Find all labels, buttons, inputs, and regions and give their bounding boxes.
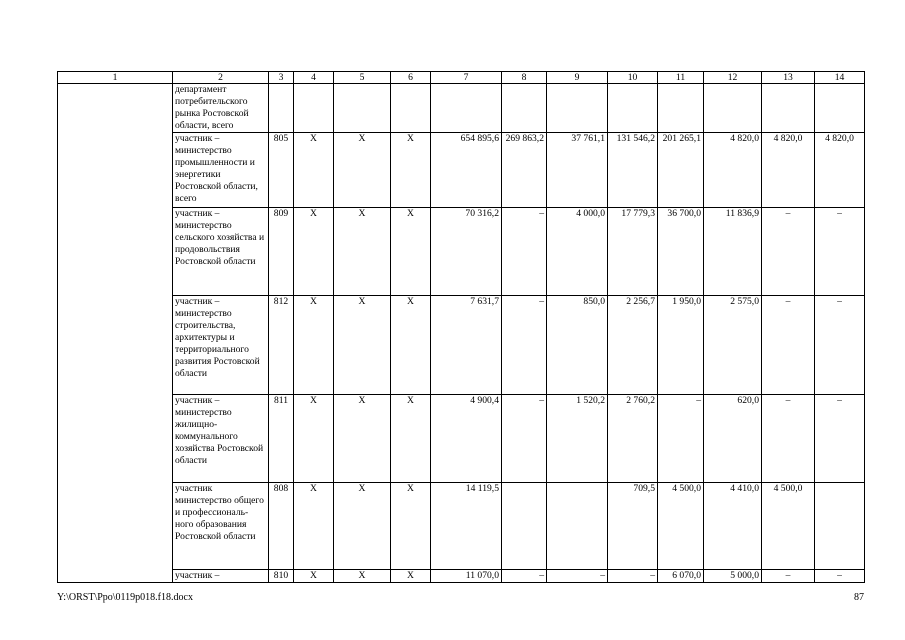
value-cell: Х [294, 133, 334, 208]
value-cell: 2 760,2 [608, 395, 658, 483]
participant-name-cell: участник министерство общего и профессиональ-ного образования Ростовской области [173, 483, 269, 570]
column-header: 1 [58, 72, 173, 84]
value-cell: 131 546,2 [608, 133, 658, 208]
column-header: 9 [547, 72, 608, 84]
value-cell [391, 84, 431, 133]
value-cell: – [815, 296, 865, 395]
value-cell: – [502, 570, 547, 583]
budget-table [57, 71, 865, 583]
value-cell: 2 256,7 [608, 296, 658, 395]
participant-name-cell: департамент потребительского рынка Ростовской области, всего [173, 84, 269, 133]
table-row [58, 84, 865, 133]
column-header: 8 [502, 72, 547, 84]
value-cell [269, 84, 294, 133]
value-cell: 4 000,0 [547, 208, 608, 296]
value-cell: 709,5 [608, 483, 658, 570]
table-row [58, 483, 865, 570]
value-cell: – [502, 296, 547, 395]
value-cell: 6 070,0 [658, 570, 704, 583]
value-cell: Х [391, 483, 431, 570]
value-cell: – [815, 395, 865, 483]
value-cell: 1 520,2 [547, 395, 608, 483]
value-cell: Х [334, 483, 391, 570]
participant-name-cell: участник – [173, 570, 269, 583]
value-cell [658, 84, 704, 133]
value-cell [815, 84, 865, 133]
value-cell: 809 [269, 208, 294, 296]
value-cell: – [815, 208, 865, 296]
value-cell: 269 863,2 [502, 133, 547, 208]
value-cell: 654 895,6 [431, 133, 502, 208]
value-cell: – [658, 395, 704, 483]
value-cell: 4 820,0 [815, 133, 865, 208]
value-cell: – [762, 395, 815, 483]
column-header: 7 [431, 72, 502, 84]
value-cell: 2 575,0 [704, 296, 762, 395]
value-cell [294, 84, 334, 133]
value-cell: 201 265,1 [658, 133, 704, 208]
value-cell: Х [294, 570, 334, 583]
value-cell: Х [334, 570, 391, 583]
value-cell: – [502, 208, 547, 296]
column-header: 14 [815, 72, 865, 84]
value-cell: 810 [269, 570, 294, 583]
column-header: 5 [334, 72, 391, 84]
value-cell: Х [334, 395, 391, 483]
group-cell [58, 84, 173, 583]
value-cell: Х [391, 296, 431, 395]
value-cell: Х [391, 570, 431, 583]
value-cell: Х [294, 296, 334, 395]
table-row [58, 296, 865, 395]
value-cell: Х [391, 208, 431, 296]
value-cell: – [608, 570, 658, 583]
value-cell: 805 [269, 133, 294, 208]
value-cell [815, 483, 865, 570]
value-cell: – [762, 570, 815, 583]
column-header: 3 [269, 72, 294, 84]
column-header: 4 [294, 72, 334, 84]
value-cell: 70 316,2 [431, 208, 502, 296]
value-cell: Х [294, 395, 334, 483]
value-cell [547, 483, 608, 570]
header-row [58, 72, 865, 84]
value-cell: – [502, 395, 547, 483]
value-cell [431, 84, 502, 133]
participant-name-cell: участник – министерство жилищно-коммунального хозяйства Ростовской области [173, 395, 269, 483]
participant-name-cell: участник – министерство строительства, архитектуры и территориального развития Ростовской области [173, 296, 269, 395]
value-cell: – [815, 570, 865, 583]
value-cell: – [547, 570, 608, 583]
value-cell: – [762, 296, 815, 395]
value-cell: 4 500,0 [658, 483, 704, 570]
value-cell [762, 84, 815, 133]
value-cell [704, 84, 762, 133]
value-cell: Х [294, 208, 334, 296]
value-cell: 37 761,1 [547, 133, 608, 208]
value-cell: 4 820,0 [762, 133, 815, 208]
value-cell: Х [334, 208, 391, 296]
value-cell [334, 84, 391, 133]
value-cell: 17 779,3 [608, 208, 658, 296]
table-row [58, 570, 865, 583]
value-cell: 11 070,0 [431, 570, 502, 583]
participant-name-cell: участник – министерство промышленности и энергетики Ростовской области, всего [173, 133, 269, 208]
table-row [58, 395, 865, 483]
file-path: Y:\ORST\Ppo\0119p018.f18.docx [57, 592, 193, 603]
value-cell: Х [391, 133, 431, 208]
table-row [58, 133, 865, 208]
value-cell [502, 84, 547, 133]
value-cell: 811 [269, 395, 294, 483]
value-cell: 14 119,5 [431, 483, 502, 570]
value-cell: 4 900,4 [431, 395, 502, 483]
participant-name-cell: участник – министерство сельского хозяйства и продовольствия Ростовской области [173, 208, 269, 296]
value-cell: 4 500,0 [762, 483, 815, 570]
value-cell: 11 836,9 [704, 208, 762, 296]
column-header: 11 [658, 72, 704, 84]
column-header: 2 [173, 72, 269, 84]
value-cell: Х [334, 296, 391, 395]
value-cell [547, 84, 608, 133]
value-cell [502, 483, 547, 570]
value-cell [608, 84, 658, 133]
value-cell: 7 631,7 [431, 296, 502, 395]
value-cell: 36 700,0 [658, 208, 704, 296]
table-row [58, 208, 865, 296]
value-cell: Х [391, 395, 431, 483]
column-header: 6 [391, 72, 431, 84]
column-header: 10 [608, 72, 658, 84]
value-cell: 4 820,0 [704, 133, 762, 208]
page-number: 87 [854, 592, 864, 603]
value-cell: 1 950,0 [658, 296, 704, 395]
column-header: 13 [762, 72, 815, 84]
value-cell: – [762, 208, 815, 296]
value-cell: 812 [269, 296, 294, 395]
value-cell: 620,0 [704, 395, 762, 483]
value-cell: 5 000,0 [704, 570, 762, 583]
column-header: 12 [704, 72, 762, 84]
value-cell: 850,0 [547, 296, 608, 395]
value-cell: 808 [269, 483, 294, 570]
value-cell: Х [334, 133, 391, 208]
value-cell: Х [294, 483, 334, 570]
value-cell: 4 410,0 [704, 483, 762, 570]
